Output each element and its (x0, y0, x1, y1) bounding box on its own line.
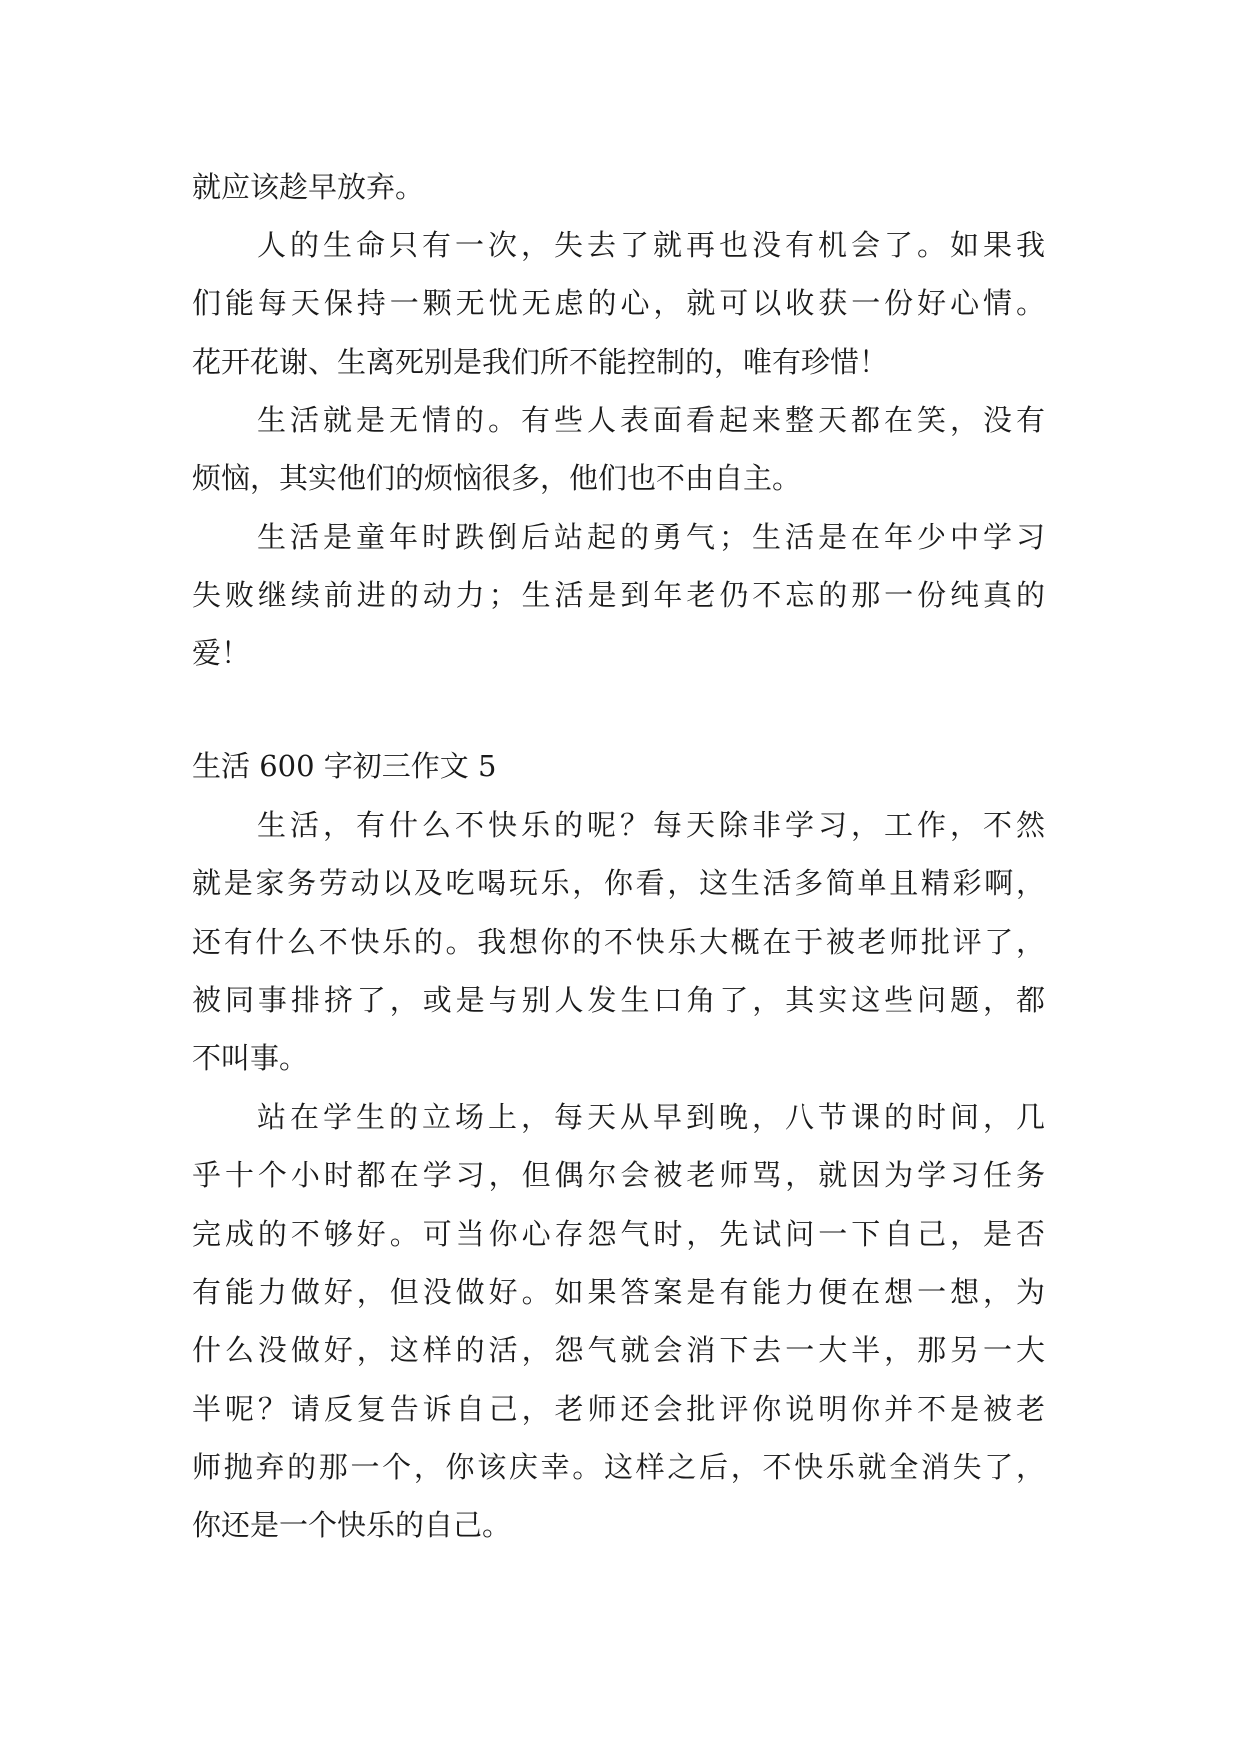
text-line: 被同事排挤了，或是与别人发生口角了，其实这些问题，都 (192, 983, 1045, 1017)
text-line: 们能每天保持一颗无忧无虑的心，就可以收获一份好心情。 (192, 286, 1045, 320)
paragraph-line (0, 1155, 1241, 1195)
text-line: 生活就是无情的。有些人表面看起来整天都在笑，没有 (257, 403, 1045, 437)
text-line: 花开花谢、生离死别是我们所不能控制的，唯有珍惜！ (192, 345, 889, 379)
text-line: 就应该趁早放弃。 (192, 170, 425, 204)
text-line: 失败继续前进的动力；生活是到年老仍不忘的那一份纯真的 (192, 578, 1045, 612)
heading-text: 生活 600 字初三作文 5 (192, 749, 497, 783)
paragraph-line (0, 633, 1241, 673)
text-line: 生活是童年时跌倒后站起的勇气；生活是在年少中学习 (257, 520, 1045, 554)
paragraph-line (0, 400, 1241, 440)
paragraph-line (0, 1272, 1241, 1312)
paragraph-line (0, 1097, 1241, 1137)
text-line: 什么没做好，这样的活，怨气就会消下去一大半，那另一大 (192, 1333, 1045, 1367)
paragraph-line (0, 458, 1241, 498)
paragraph-line (0, 575, 1241, 615)
text-line: 就是家务劳动以及吃喝玩乐，你看，这生活多简单且精彩啊， (192, 866, 1045, 900)
paragraph-line (0, 1038, 1241, 1078)
text-line: 不叫事。 (192, 1041, 309, 1075)
paragraph-line (0, 805, 1241, 845)
paragraph-line (0, 342, 1241, 382)
text-line: 还有什么不快乐的。我想你的不快乐大概在于被老师批评了， (192, 925, 1045, 959)
paragraph-line (0, 1330, 1241, 1370)
text-line: 有能力做好，但没做好。如果答案是有能力便在想一想，为 (192, 1275, 1045, 1309)
section-heading (0, 746, 1241, 786)
paragraph-line (0, 1505, 1241, 1545)
paragraph-line (0, 1447, 1241, 1487)
paragraph-line (0, 167, 1241, 207)
text-line: 站在学生的立场上，每天从早到晚，八节课的时间，几 (257, 1100, 1045, 1134)
paragraph-line (0, 922, 1241, 962)
paragraph-line (0, 1389, 1241, 1429)
text-line: 生活，有什么不快乐的呢？每天除非学习，工作，不然 (257, 808, 1045, 842)
text-line: 你还是一个快乐的自己。 (192, 1508, 512, 1542)
text-line: 半呢？请反复告诉自己，老师还会批评你说明你并不是被老 (192, 1392, 1045, 1426)
paragraph-line (0, 517, 1241, 557)
text-line: 爱！ (192, 636, 251, 670)
paragraph-line (0, 863, 1241, 903)
paragraph-line (0, 283, 1241, 323)
text-line: 乎十个小时都在学习，但偶尔会被老师骂，就因为学习任务 (192, 1158, 1045, 1192)
text-line: 烦恼，其实他们的烦恼很多，他们也不由自主。 (192, 461, 802, 495)
text-line: 完成的不够好。可当你心存怨气时，先试问一下自己，是否 (192, 1217, 1045, 1251)
text-line: 人的生命只有一次，失去了就再也没有机会了。如果我 (257, 228, 1045, 262)
paragraph-line (0, 225, 1241, 265)
paragraph-line (0, 1214, 1241, 1254)
text-line: 师抛弃的那一个，你该庆幸。这样之后，不快乐就全消失了， (192, 1450, 1045, 1484)
paragraph-line (0, 980, 1241, 1020)
